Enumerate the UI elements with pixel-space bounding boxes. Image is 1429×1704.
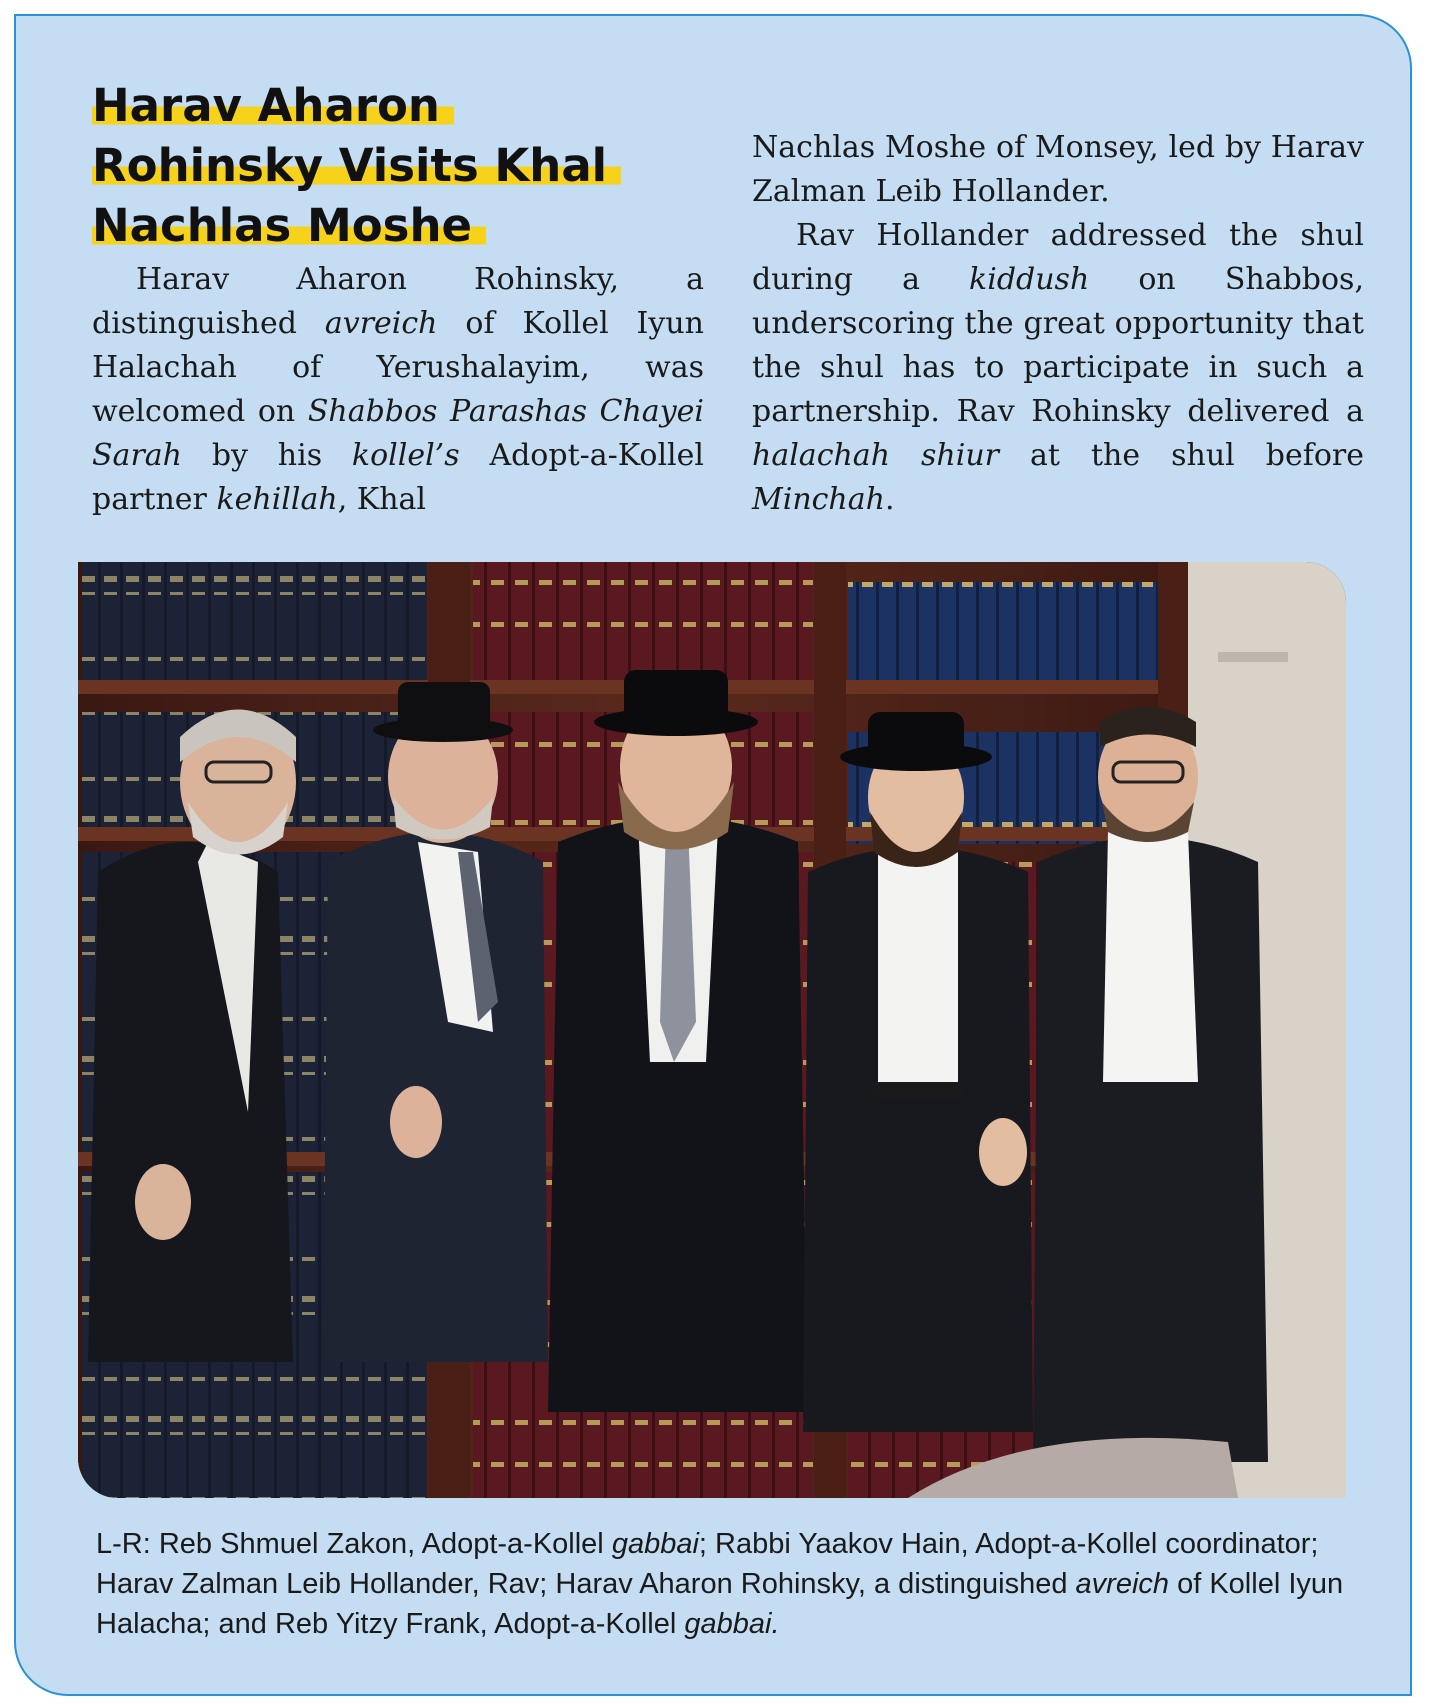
text-run: on Shabbos, underscoring the great opportunity that the shul has to participate in such a partnership. Rav Rohinsky delivered a <box>752 262 1364 429</box>
text-run: of Kollel Iyun Halacha; and Reb Yitzy Frank, Adopt-a-Kollel <box>96 1568 1344 1640</box>
headline-line: Rohinsky Visits Khal <box>92 139 621 192</box>
paragraph-1-continued: Nachlas Moshe of Monsey, led by Harav Zalman Leib Hollander. <box>752 130 1364 209</box>
text-run: by his <box>182 438 352 473</box>
article-panel <box>14 14 1412 1696</box>
italic-text-run: gabbai <box>611 1528 699 1560</box>
italic-text-run: Minchah <box>752 482 885 517</box>
headline <box>92 76 652 256</box>
text-run: . <box>884 482 895 517</box>
headline-line: Harav Aharon <box>92 79 454 132</box>
italic-text-run: gabbai. <box>684 1608 780 1640</box>
text-run: at the shul before <box>999 438 1364 473</box>
italic-text-run: kiddush <box>969 262 1090 297</box>
group-photo <box>78 562 1346 1498</box>
text-run: L-R: Reb Shmuel Zakon, Adopt-a-Kollel <box>96 1528 612 1560</box>
italic-text-run: avreich <box>1075 1568 1170 1600</box>
italic-text-run: halachah shiur <box>752 438 1000 473</box>
photo-caption <box>96 1524 1366 1644</box>
headline-line: Nachlas Moshe <box>92 199 486 252</box>
paragraph-2 <box>752 214 1364 522</box>
italic-text-run: avreich <box>324 306 438 341</box>
body-column-left <box>92 258 704 522</box>
italic-text-run: Shabbos Parashas Chayei Sarah <box>92 394 704 473</box>
text-run: Rav Hollander addressed the shul during a <box>752 218 1364 297</box>
text-run: Adopt-a-Kollel partner <box>92 438 704 517</box>
text-run: of Kollel Iyun Halachah of Yerushalayim, was welcomed on <box>92 306 705 429</box>
italic-text-run: kehillah <box>216 482 338 517</box>
text-run: ; Rabbi Yaakov Hain, Adopt-a-Kollel coordinator; Harav Zalman Leib Hollander, Rav; Harav Aharon Rohinsky, a distinguished <box>96 1528 1319 1600</box>
italic-text-run: kollel’s <box>351 438 460 473</box>
text-run: , Khal <box>337 482 426 517</box>
text-run: Harav Aharon Rohinsky, a distinguished <box>92 262 704 341</box>
body-column-right <box>752 126 1364 522</box>
paragraph-1 <box>92 258 704 522</box>
